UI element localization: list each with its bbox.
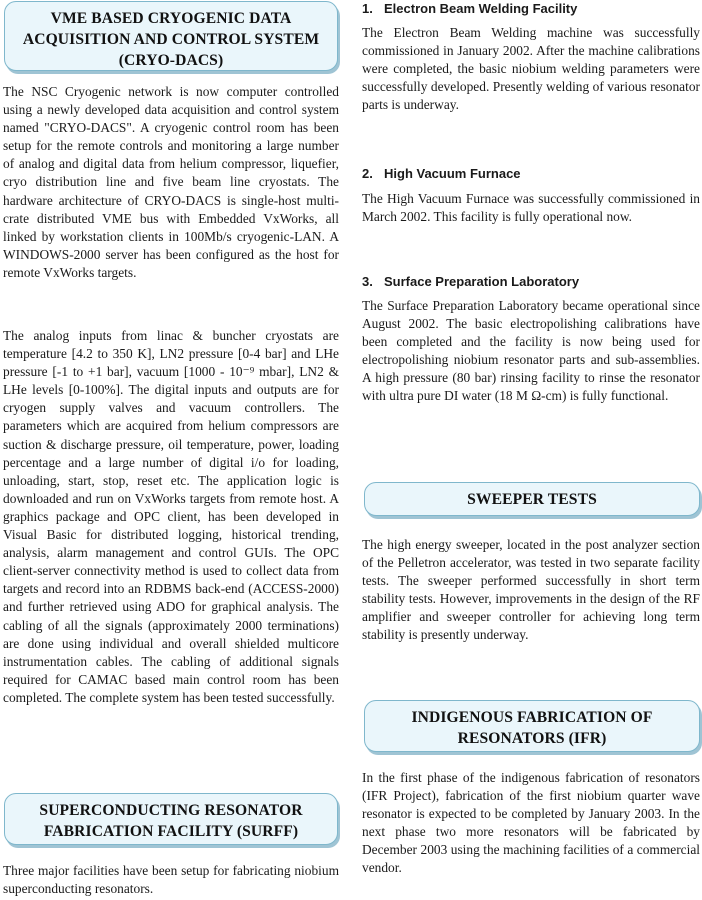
sweeper-heading-line1: SWEEPER TESTS xyxy=(467,491,597,508)
ifr-heading-line1: INDIGENOUS FABRICATION OF xyxy=(411,709,653,726)
sweeper-paragraph: The high energy sweeper, located in the post analyzer section of the Pelletron accelerator, was tested in two separate facility tests. The sweeper performed successfully in short term stability tests. However, improvements in the design of the RF amplifier and sweeper controller for achieving long term stability is presently underway. xyxy=(362,537,700,643)
cryo-dacs-heading-box xyxy=(4,1,338,71)
cryo-dacs-heading-line3: (CRYO-DACS) xyxy=(118,52,224,69)
spl-heading-text: Surface Preparation Laboratory xyxy=(384,274,580,289)
hvf-heading-number: 2. xyxy=(362,166,373,181)
surff-heading-line2: FABRICATION FACILITY (SURFF) xyxy=(43,823,299,840)
ifr-heading-box xyxy=(364,700,700,752)
hvf-heading xyxy=(362,165,700,182)
ebw-paragraph: The Electron Beam Welding machine was successfully commissioned in January 2002. After the machine calibrations were completed, the basic niobium welding parameters were successfully developed. Presently welding of various resonator parts is underway. xyxy=(362,25,700,113)
ebw-heading-text: Electron Beam Welding Facility xyxy=(384,1,578,16)
hvf-paragraph: The High Vacuum Furnace was successfully commissioned in March 2002. This facility is fully operational now. xyxy=(362,191,700,225)
surff-paragraph: Three major facilities have been setup for fabricating niobium superconducting resonators. xyxy=(3,863,339,897)
spl-paragraph: The Surface Preparation Laboratory became operational since August 2002. The basic electropolishing calibrations have been completed and the facility is now being used for electropolishing niobium resonator parts and sub-assemblies. A high pressure (80 bar) rinsing facility to rinse the resonator with ultra pure DI water (18 M Ω-cm) is fully functional. xyxy=(362,298,700,404)
ifr-heading-line2: RESONATORS (IFR) xyxy=(457,730,607,747)
spl-heading xyxy=(362,273,700,290)
ifr-paragraph: In the first phase of the indigenous fabrication of resonators (IFR Project), fabrication of the first niobium quarter wave resonator is expected to be completed by January 2003. In the next phase two more resonators will be fabricated by December 2003 using the machining facilities of a commercial vendor. xyxy=(362,770,700,876)
surff-heading-box xyxy=(4,793,338,845)
cryo-dacs-paragraph-2: The analog inputs from linac & buncher cryostats are temperature [4.2 to 350 K], LN2 pressure [0-4 bar] and LHe pressure [-1 to +1 bar], vacuum [1000 - 10⁻⁹ mbar], LN2 & LHe levels [0-100%]. The digital inputs and outputs are for cryogen supply valves and vacuum controllers. The parameters which are acquired from helium compressors are suction & discharge pressure, oil temperature, power, loading percentage and a large number of digital i/o for loading, unloading, start, stop, reset etc. The application logic is downloaded and run on VxWorks targets from remote host. A graphics package and OPC client, has been developed in Visual Basic for distributed logging, historical trending, analysis, alarm management and control GUIs. The OPC client-server connectivity method is used to collect data from targets and record into an RDBMS back-end (ACCESS-2000) and further retrieved using ADO for graphical analysis. The cabling of all the signals (approximately 2000 terminations) are done using individual and overall shielded multicore instrumentation cables. The cabling of additional signals required for CAMAC based main control room has been completed. The complete system has been tested successfully. xyxy=(3,328,339,705)
ebw-heading xyxy=(362,0,700,17)
cryo-dacs-heading-line2: ACQUISITION AND CONTROL SYSTEM xyxy=(22,31,320,48)
hvf-heading-text: High Vacuum Furnace xyxy=(384,166,521,181)
spl-heading-number: 3. xyxy=(362,274,373,289)
surff-heading-line1: SUPERCONDUCTING RESONATOR xyxy=(39,802,303,819)
ebw-heading-number: 1. xyxy=(362,1,373,16)
cryo-dacs-heading-line1: VME BASED CRYOGENIC DATA xyxy=(50,10,292,27)
cryo-dacs-paragraph-1: The NSC Cryogenic network is now computer controlled using a newly developed data acquisition and control system named "CRYO-DACS". A cryogenic control room has been setup for the remote controls and monitoring a large number of analog and digital data from helium compressor, liquefier, cryo distribution line and five beam line cryostats. The hardware architecture of CRYO-DACS is single-host multi-crate distributed VME bus with Embedded VxWorks, all linked by workstation clients in 100Mb/s cryogenic-LAN. A WINDOWS-2000 server has been configured as the host for remote VxWorks targets. xyxy=(3,84,339,280)
sweeper-heading-box xyxy=(364,482,700,516)
